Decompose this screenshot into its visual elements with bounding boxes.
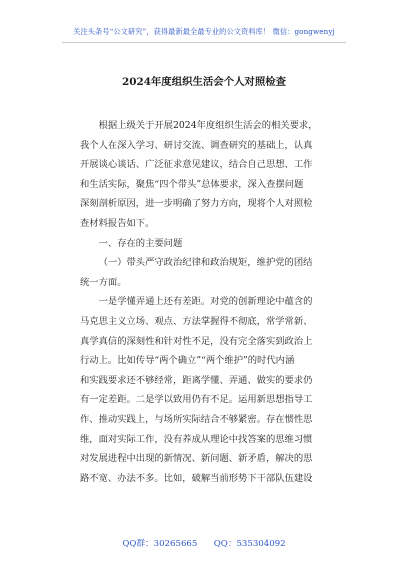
text-line: 开展谈心谈话、广泛征求意见建议，结合自己思想、工作 <box>80 159 313 171</box>
text-line: 深刻剖析原因，进一步明确了努力方向，现将个人对照检 <box>80 198 313 210</box>
header-promo-note: 关注头条号“公文研究”，获得最新最全最专业的公文资料库！ 微信：gongwenyj <box>73 27 335 36</box>
text-line: 根据上级关于开展2024年度组织生活会的相关要求， <box>98 120 318 131</box>
text-line: 马克思主义立场、观点、方法掌握得不彻底，常学常新、 <box>80 315 313 327</box>
header-divider <box>62 42 346 43</box>
subsection-heading-1 <box>80 253 352 292</box>
text-line: 查材料报告如下。 <box>80 217 155 229</box>
text-line: 有一定差距。二是学以致用仍有不足。运用新思想指导工 <box>80 394 313 406</box>
paragraph-problem-1 <box>80 292 352 488</box>
text-line: （一）带头严守政治纪律和政治规矩，维护党的团结 <box>98 257 313 269</box>
footer-contact: QQ群：30265665 QQ：535304092 <box>122 539 286 549</box>
text-line: 行动上。比如传导“两个确立”“两个维护”的时代内涵 <box>80 355 295 367</box>
text-line: 路不宽、办法不多。比如，破解当前形势下干部队伍建设 <box>80 472 313 484</box>
section-heading-1 <box>80 234 352 254</box>
text-line: 一是学懂弄通上还有差距。对党的创新理论中蕴含的 <box>98 296 313 308</box>
document-title: 2024年度组织生活会个人对照检查 <box>122 76 286 88</box>
paragraph-intro <box>80 116 352 234</box>
text-line: 作、推动实践上，与场所实际结合不够紧密。存在惯性思 <box>80 413 313 425</box>
document-body <box>80 116 352 488</box>
text-line: 和实践要求还不够经常，距离学懂、弄通、做实的要求仍 <box>80 374 313 386</box>
text-line: 对发展进程中出现的新情况、新问题、新矛盾，解决的思 <box>80 453 313 465</box>
text-line: 和生活实际，聚焦“四个带头”总体要求，深入查摆问题 <box>80 178 304 190</box>
text-line: 真学真信的深刻性和针对性不足，没有完全落实到政治上 <box>80 335 313 347</box>
text-line: 统一方面。 <box>80 276 127 288</box>
text-line: 维，面对实际工作，没有养成从理论中找答案的思维习惯 <box>80 433 313 445</box>
text-line: 一、存在的主要问题 <box>98 237 183 249</box>
text-line: 我个人在深入学习、研讨交流、调查研究的基础上，认真 <box>80 139 313 151</box>
